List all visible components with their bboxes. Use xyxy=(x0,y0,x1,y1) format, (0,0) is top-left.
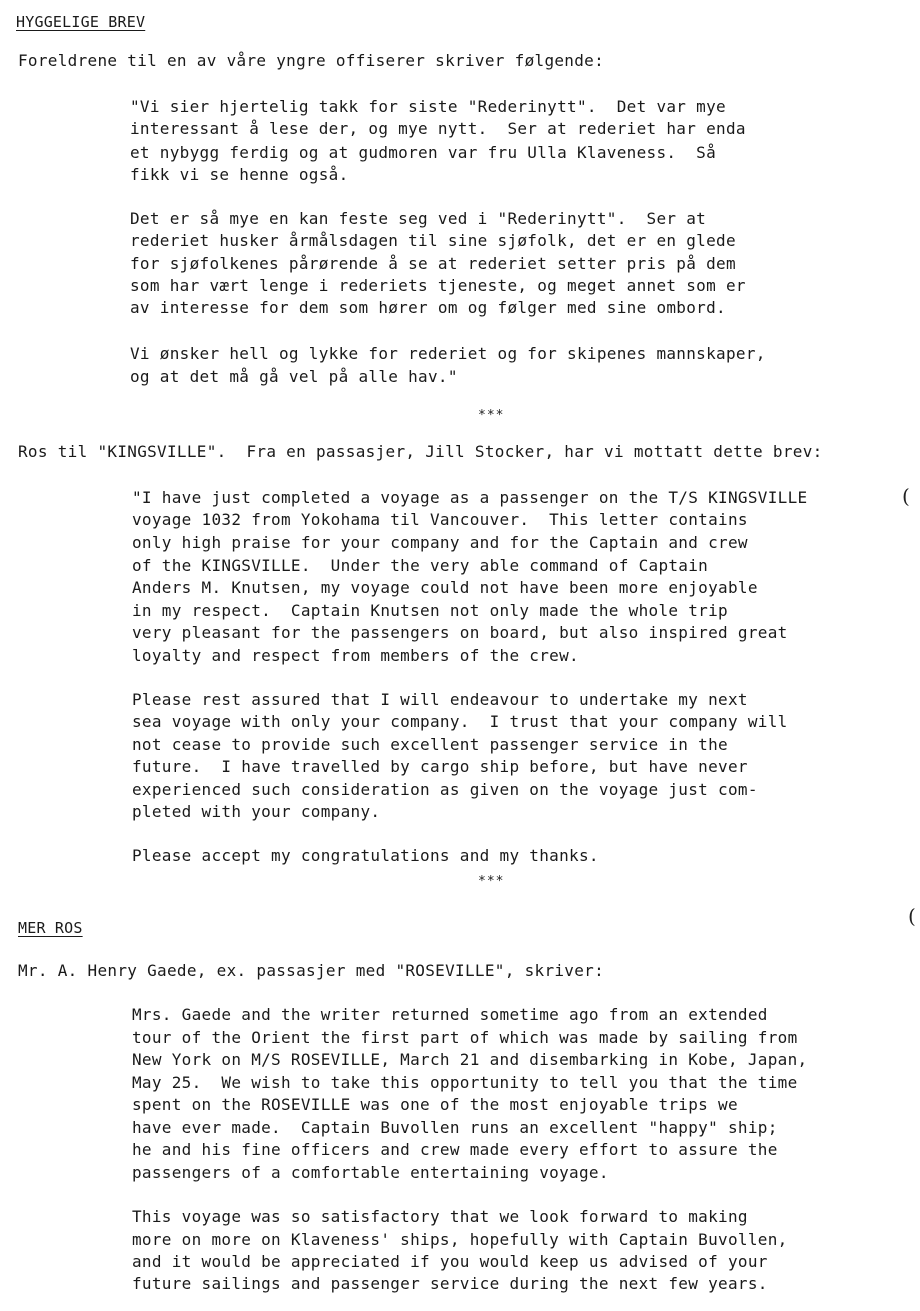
section2-quote-line: experienced such consideration as given on the voyage just com- xyxy=(132,780,758,799)
margin-bracket-mark: ( xyxy=(902,484,910,508)
section-heading-mer-ros: MER ROS xyxy=(18,919,83,937)
section1-quote-line: Vi ønsker hell og lykke for rederiet og for skipenes mannskaper, xyxy=(130,344,766,363)
section1-quote-line: et nybygg ferdig og at gudmoren var fru Ulla Klaveness. Så xyxy=(130,143,717,162)
section2-quote-line: loyalty and respect from members of the crew. xyxy=(132,646,579,665)
section3-quote-line: have ever made. Captain Buvollen runs an excellent "happy" ship; xyxy=(132,1118,778,1137)
section3-quote-line: and it would be appreciated if you would keep us advised of your xyxy=(132,1252,768,1271)
section2-quote-line: of the KINGSVILLE. Under the very able command of Captain xyxy=(132,556,709,575)
section3-intro: Mr. A. Henry Gaede, ex. passasjer med "ROSEVILLE", skriver: xyxy=(18,961,605,980)
section1-quote-line: og at det må gå vel på alle hav." xyxy=(130,367,458,386)
section3-quote-line: future sailings and passenger service during the next few years. xyxy=(132,1274,768,1293)
section2-quote-line: future. I have travelled by cargo ship before, but have never xyxy=(132,757,748,776)
section3-quote-line: passengers of a comfortable entertaining voyage. xyxy=(132,1163,609,1182)
section2-quote-line: sea voyage with only your company. I trust that your company will xyxy=(132,712,788,731)
section1-quote-line: som har vært lenge i rederiets tjeneste, og meget annet som er xyxy=(130,276,746,295)
section1-quote-line: for sjøfolkenes pårørende å se at rederiet setter pris på dem xyxy=(130,254,736,273)
margin-bracket-mark: ( xyxy=(908,904,916,928)
section3-quote-line: This voyage was so satisfactory that we look forward to making xyxy=(132,1207,748,1226)
section1-quote-line: av interesse for dem som hører om og følger med sine ombord. xyxy=(130,298,726,317)
section3-quote-line: May 25. We wish to take this opportunity to tell you that the time xyxy=(132,1073,798,1092)
section3-quote-line: Mrs. Gaede and the writer returned sometime ago from an extended xyxy=(132,1005,768,1024)
section-heading-hyggelige-brev: HYGGELIGE BREV xyxy=(16,13,146,31)
section3-quote-line: spent on the ROSEVILLE was one of the most enjoyable trips we xyxy=(132,1095,738,1114)
section2-quote-line: Please accept my congratulations and my thanks. xyxy=(132,846,599,865)
section1-intro: Foreldrene til en av våre yngre offiserer skriver følgende: xyxy=(18,51,605,70)
section3-quote-line: tour of the Orient the first part of which was made by sailing from xyxy=(132,1028,798,1047)
section2-intro: Ros til "KINGSVILLE". Fra en passasjer, Jill Stocker, har vi mottatt dette brev: xyxy=(18,442,823,461)
section3-quote-line: New York on M/S ROSEVILLE, March 21 and disembarking in Kobe, Japan, xyxy=(132,1050,808,1069)
section2-quote-line: only high praise for your company and for the Captain and crew xyxy=(132,533,748,552)
section2-quote-line: very pleasant for the passengers on board, but also inspired great xyxy=(132,623,788,642)
section1-quote-line: Det er så mye en kan feste seg ved i "Rederinytt". Ser at xyxy=(130,209,707,228)
section3-quote-line: more on more on Klaveness' ships, hopefully with Captain Buvollen, xyxy=(132,1230,788,1249)
section2-quote-line: voyage 1032 from Yokohama til Vancouver. This letter contains xyxy=(132,510,748,529)
section1-quote-line: interessant å lese der, og mye nytt. Ser at rederiet har enda xyxy=(130,119,746,138)
section2-quote-line: not cease to provide such excellent passenger service in the xyxy=(132,735,728,754)
section-divider: *** xyxy=(478,874,505,889)
section3-quote-line: he and his fine officers and crew made every effort to assure the xyxy=(132,1140,778,1159)
section1-quote-line: "Vi sier hjertelig takk for siste "Rederinytt". Det var mye xyxy=(130,97,726,116)
section1-quote-line: fikk vi se henne også. xyxy=(130,165,349,184)
section-divider: *** xyxy=(478,408,505,423)
section2-quote-line: "I have just completed a voyage as a passenger on the T/S KINGSVILLE xyxy=(132,488,808,507)
section2-quote-line: in my respect. Captain Knutsen not only made the whole trip xyxy=(132,601,728,620)
section1-quote-line: rederiet husker årmålsdagen til sine sjøfolk, det er en glede xyxy=(130,231,736,250)
section2-quote-line: Please rest assured that I will endeavour to undertake my next xyxy=(132,690,748,709)
section2-quote-line: pleted with your company. xyxy=(132,802,381,821)
section2-quote-line: Anders M. Knutsen, my voyage could not have been more enjoyable xyxy=(132,578,758,597)
